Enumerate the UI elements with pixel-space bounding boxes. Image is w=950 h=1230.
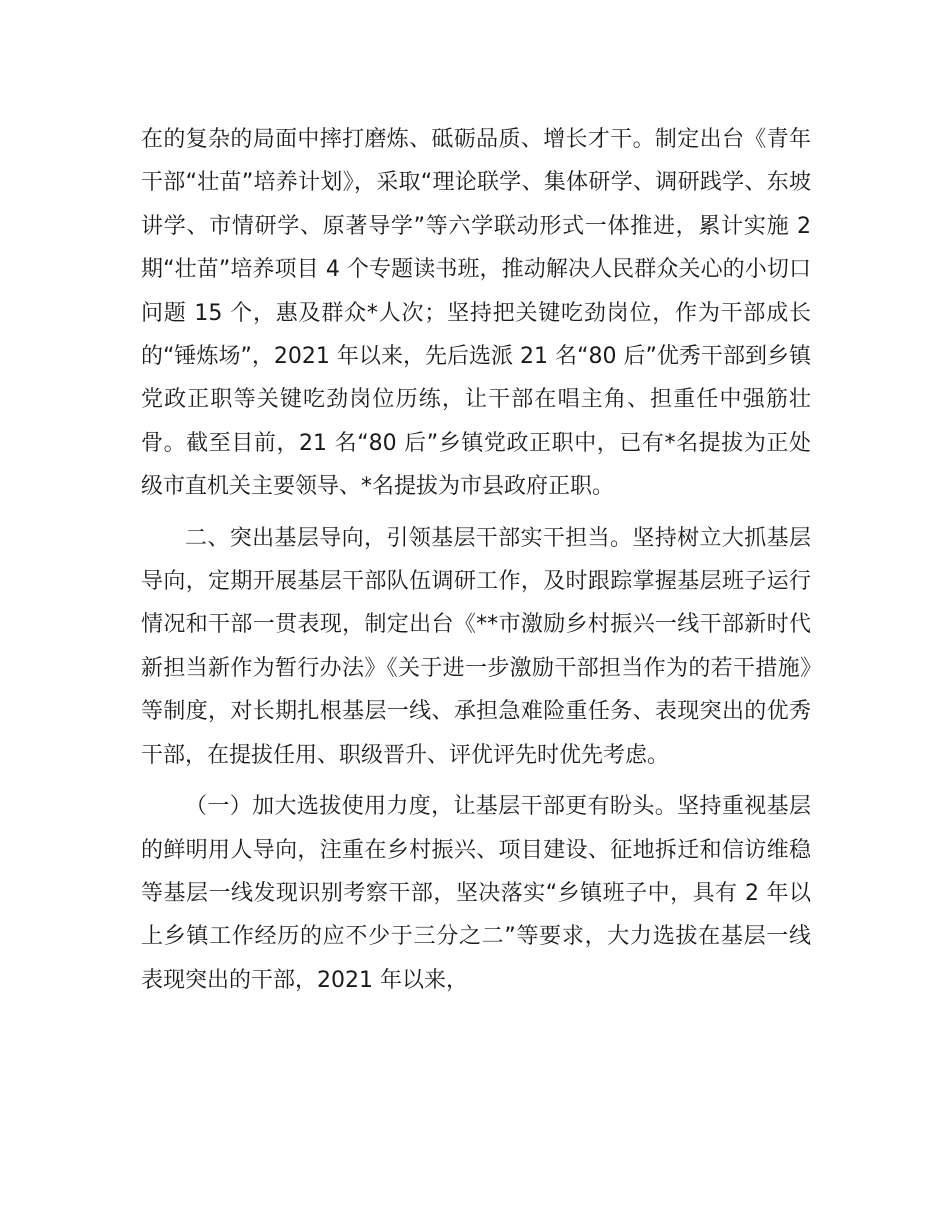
paragraph-section-two: 二、突出基层导向，引领基层干部实干担当。坚持树立大抓基层导向，定期开展基层干部队伍调研工作，及时跟踪掌握基层班子运行情况和干部一贯表现，制定出台《**市激励乡村振兴一线干部新时代新担当新作为暂行办法》《关于进一步激励干部担当作为的若干措施》等制度，对长期扎根基层一线、承担急难险重任务、表现突出的优秀干部，在提拔任用、职级晋升、评优评先时优先考虑。 [141, 525, 811, 768]
paragraph-subsection-one: （一）加大选拔使用力度，让基层干部更有盼头。坚持重视基层的鲜明用人导向，注重在乡村振兴、项目建设、征地拆迁和信访维稳等基层一线发现识别考察干部，坚决落实“乡镇班子中，具有 2 年以上乡镇工作经历的应不少于三分之二”等要求，大力选拔在基层一线表现突出的干部，2021 年以来， [141, 794, 811, 993]
document-body [141, 118, 811, 1002]
paragraph-continuation: 在的复杂的局面中摔打磨炼、砥砺品质、增长才干。制定出台《青年干部“壮苗”培养计划》，采取“理论联学、集体研学、调研践学、东坡讲学、市情研学、原著导学”等六学联动形式一体推进，累计实施 2 期“壮苗”培养项目 4 个专题读书班，推动解决人民群众关心的小切口问题 15 个，惠及群众*人次；坚持把关键吃劲岗位，作为干部成长的“锤炼场”，2021 年以来，先后选派 21 名“80 后”优秀干部到乡镇党政正职等关键吃劲岗位历练，让干部在唱主角、担重任中强筋壮骨。截至目前，21 名“80 后”乡镇党政正职中，已有*名提拔为正处级市直机关主要领导、*名提拔为市县政府正职。 [141, 127, 811, 500]
